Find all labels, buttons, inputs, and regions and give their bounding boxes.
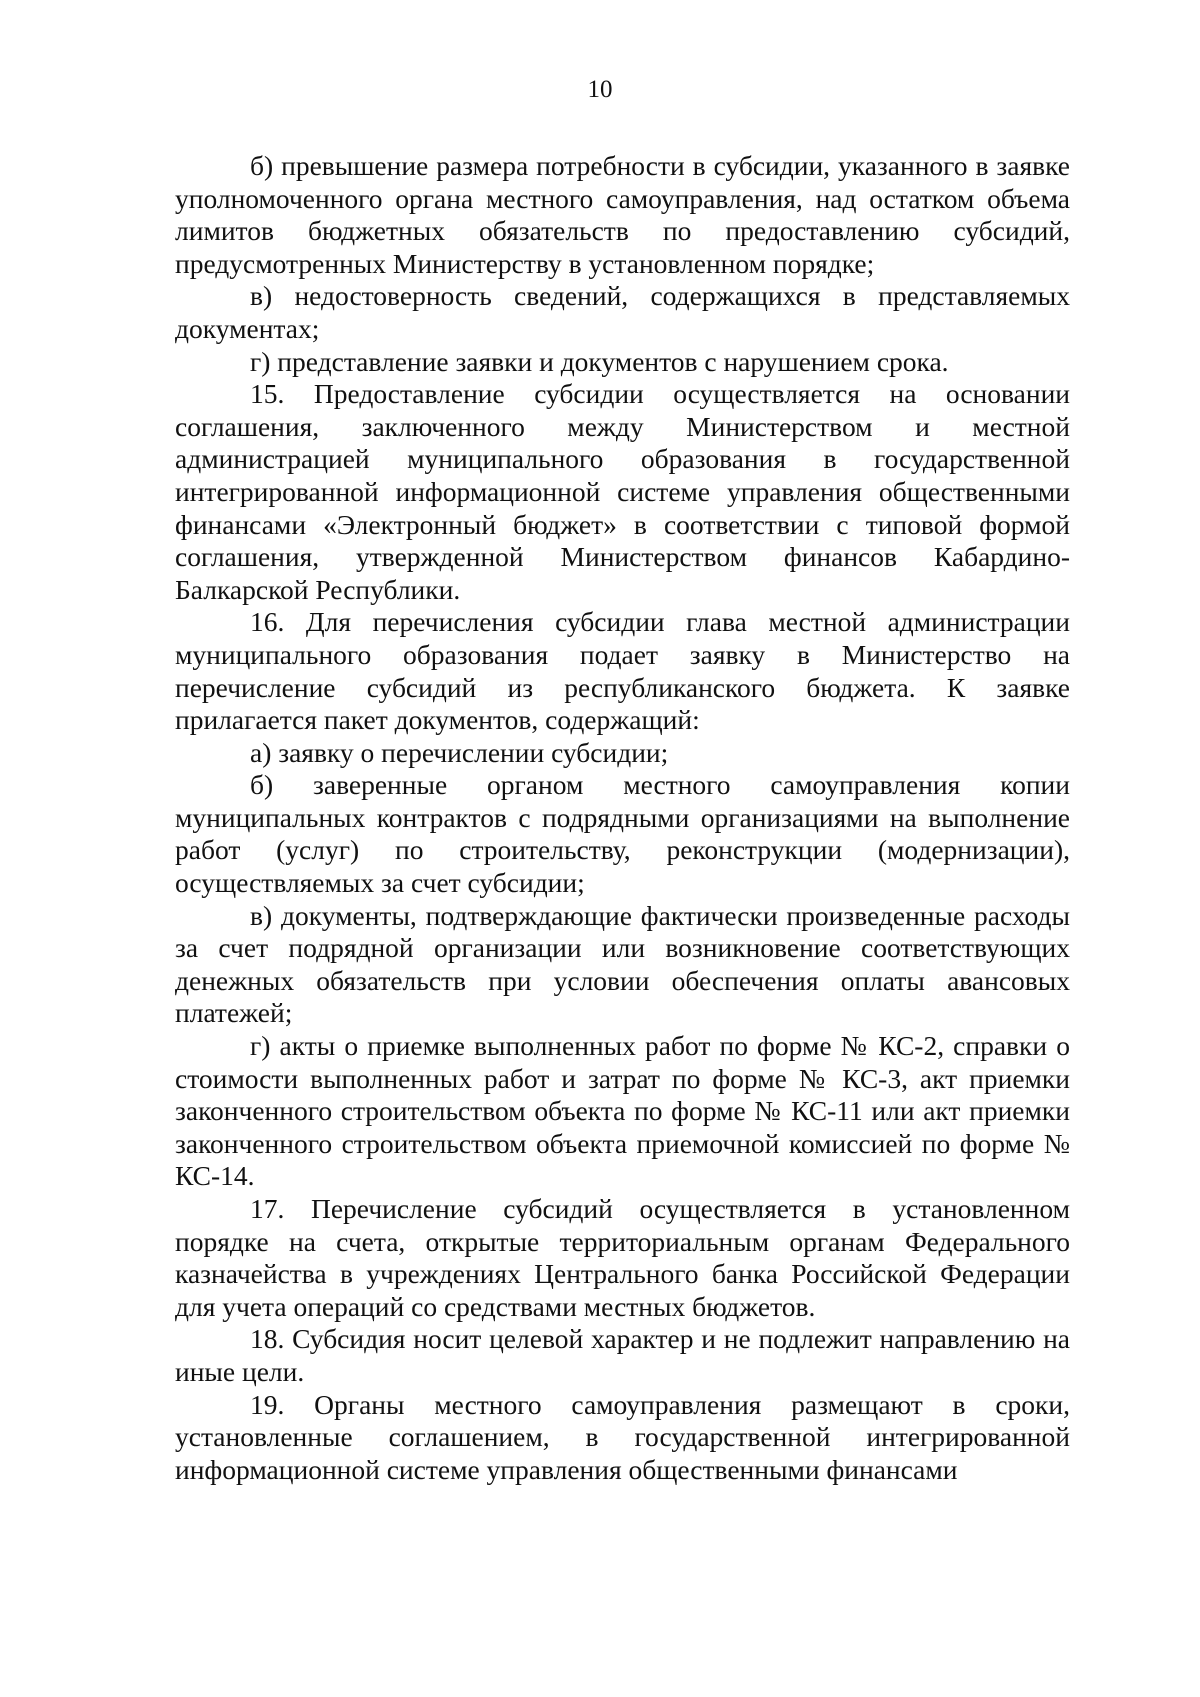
paragraph-15-agreement: 15. Предоставление субсидии осуществляется на основании соглашения, заключенного между Министерством и местной администрацией муниципального образования в государственной интегрированной информационной системе управления общественными финансами «Электронный бюджет» в соответствии с типовой формой соглашения, утвержденной Министерством финансов Кабардино-Балкарской Республики. <box>175 378 1070 605</box>
paragraph-16a-request: а) заявку о перечислении субсидии; <box>250 736 669 768</box>
paragraph-19-publication: 19. Органы местного самоуправления размещают в сроки, установленные соглашением, в государственной интегрированной информационной системе управления общественными финансами <box>175 1388 1070 1485</box>
paragraph-14g-late-submission: г) представление заявки и документов с нарушением срока. <box>250 345 949 377</box>
paragraph-17-transfer-accounts: 17. Перечисление субсидий осуществляется в установленном порядке на счета, открытые территориальным органам Федерального казначейства в учреждениях Центрального банка Российской Федерации для учета операций со средствами местных бюджетов. <box>175 1193 1070 1322</box>
paragraph-14b-excess-need: б) превышение размера потребности в субсидии, указанного в заявке уполномоченного органа местного самоуправления, над остатком объема лимитов бюджетных обязательств по предоставлению субсидий, предусмотренных Министерству в установленном порядке; <box>175 150 1070 279</box>
paragraph-18-purpose: 18. Субсидия носит целевой характер и не подлежит направлению на иные цели. <box>175 1323 1070 1387</box>
paragraph-14v-unreliable-info: в) недостоверность сведений, содержащихся в представляемых документах; <box>175 280 1070 344</box>
paragraph-16b-contracts: б) заверенные органом местного самоуправления копии муниципальных контрактов с подрядными организациями на выполнение работ (услуг) по строительству, реконструкции (модернизации), осуществляемых за счет субсидии; <box>175 769 1070 899</box>
paragraph-16v-expense-documents: в) документы, подтверждающие фактически произведенные расходы за счет подрядной организации или возникновение соответствующих денежных обязательств при условии обеспечения оплаты авансовых платежей; <box>175 899 1070 1029</box>
document-body <box>175 150 1070 1486</box>
paragraph-16-transfer-request: 16. Для перечисления субсидии глава местной администрации муниципального образования подает заявку в Министерство на перечисление субсидий из республиканского бюджета. К заявке прилагается пакет документов, содержащий: <box>175 606 1070 736</box>
page-number: 10 <box>587 76 613 103</box>
paragraph-16g-acceptance-acts: г) акты о приемке выполненных работ по форме № КС-2, справки о стоимости выполненных работ и затрат по форме № КС-3, акт приемки законченного строительством объекта по форме № КС-11 или акт приемки законченного строительством объекта приемочной комиссией по форме № КС-14. <box>175 1030 1070 1192</box>
